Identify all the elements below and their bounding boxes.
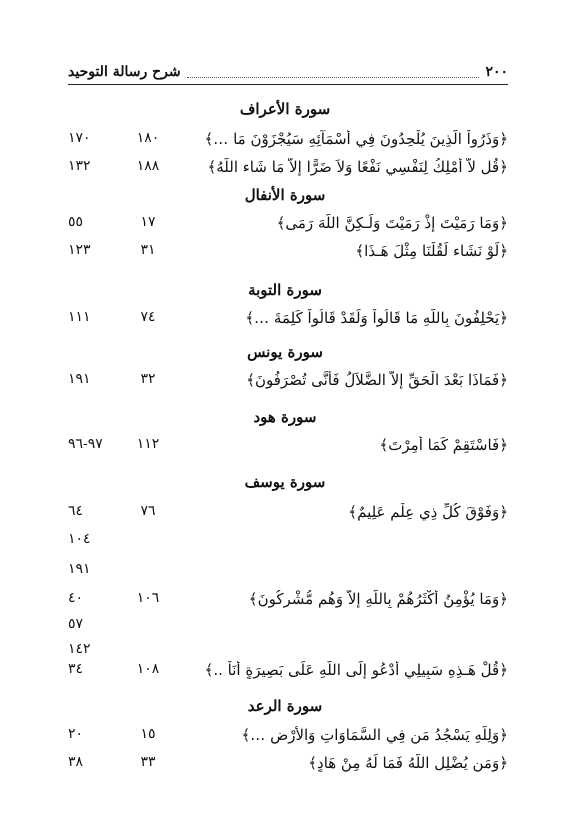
surah-heading: سورة يونس xyxy=(247,343,323,361)
surah-heading: سورة يوسف xyxy=(244,473,326,491)
header-dot-leader xyxy=(187,67,480,78)
page-reference: ١٩١ xyxy=(68,371,91,387)
surah-heading: سورة التوبة xyxy=(248,281,322,299)
surah-heading: سورة هود xyxy=(253,408,317,426)
verse-text: ﴿يَحْلِفُونَ بِاللّهِ مَا قَالُواْ وَلَقَدْ قَالُواْ كَلِمَةَ …﴾ xyxy=(245,309,508,327)
verse-text: ﴿قُلْ هَـذِهِ سَبِيلِي أَدْعُو إِلَى اللّهِ عَلَى بَصِيرَةٍ أَنَاْ ..﴾ xyxy=(204,661,508,679)
surah-heading: سورة الأعراف xyxy=(239,100,331,118)
ayah-number: ١١٢ xyxy=(136,436,160,452)
verse-index-row xyxy=(0,371,570,401)
verse-index-row xyxy=(0,436,570,466)
ayah-number: ٣١ xyxy=(140,242,156,258)
verse-text: ﴿وَلِلّهِ يَسْجُدُ مَن فِي السَّمَاوَاتِ وَالأَرْضِ …﴾ xyxy=(241,726,508,744)
ayah-number: ٣٣ xyxy=(140,754,156,770)
verse-index-row xyxy=(0,242,570,272)
verse-index-row xyxy=(0,661,570,691)
surah-heading: سورة الرعد xyxy=(247,697,323,715)
verse-index-row xyxy=(0,503,570,533)
page-reference: ٣٨ xyxy=(68,754,84,770)
ayah-number: ١٠٦ xyxy=(136,590,160,606)
page-number: ٢٠٠ xyxy=(485,64,508,80)
ayah-number: ١٨٨ xyxy=(136,158,160,174)
page-reference: ٤٠ xyxy=(68,590,84,606)
page-reference: ١٣٢ xyxy=(68,158,91,174)
surah-heading: سورة الأنفال xyxy=(244,186,326,204)
verse-text: ﴿لَوْ نَشَاء لَقُلْنَا مِثْلَ هَـذَا﴾ xyxy=(355,242,508,260)
verse-text: ﴿فَاسْتَقِمْ كَمَا أُمِرْتَ﴾ xyxy=(379,436,508,454)
page-reference: ١٤٢ xyxy=(68,641,91,657)
page-reference: ١٧٠ xyxy=(68,130,91,146)
ayah-number: ٧٤ xyxy=(140,309,156,325)
verse-text: ﴿وَمَا يُؤْمِنُ أَكْثَرُهُمْ بِاللّهِ إِلاَّ وَهُم مُّشْرِكُونَ﴾ xyxy=(248,590,508,608)
verse-text: ﴿فَمَاذَا بَعْدَ الْحَقِّ إِلاَّ الضَّلاَلُ فَأَنَّى تُصْرَفُونَ﴾ xyxy=(246,371,508,389)
verse-text: ﴿وَفَوْقَ كُلِّ ذِي عِلْمٍ عَلِيمٌ﴾ xyxy=(348,503,508,521)
verse-index-row xyxy=(0,754,570,784)
page-reference: ٥٥ xyxy=(68,214,84,230)
book-title: شرح رسالة التوحيد xyxy=(68,64,181,80)
page-reference: ٥٧ xyxy=(68,616,84,632)
page-reference: ١٠٤ xyxy=(68,531,91,547)
page-reference: ٢٠ xyxy=(68,726,84,742)
verse-text: ﴿وَمَن يُضْلِلِ اللّهُ فَمَا لَهُ مِنْ هَادٍ﴾ xyxy=(308,754,508,772)
verse-index-row xyxy=(0,309,570,339)
page-reference-row xyxy=(0,531,570,561)
ayah-number: ١٠٨ xyxy=(136,661,160,677)
verse-index-row xyxy=(0,158,570,188)
page-reference-row xyxy=(0,561,570,591)
page-reference: ٣٤ xyxy=(68,661,84,677)
running-header xyxy=(68,60,508,85)
page-reference: ١١١ xyxy=(68,309,91,325)
verse-index-row xyxy=(0,726,570,756)
verse-text: ﴿قُل لاَّ أَمْلِكُ لِنَفْسِي نَفْعًا وَلاَ ضَرًّا إِلاَّ مَا شَاء اللّهُ﴾ xyxy=(207,158,508,176)
ayah-number: ٧٦ xyxy=(140,503,156,519)
page-reference: ٦٤ xyxy=(68,503,84,519)
page-reference: ١٢٣ xyxy=(68,242,91,258)
page-reference: ٩٧-٩٦ xyxy=(68,436,103,452)
ayah-number: ٣٢ xyxy=(140,371,156,387)
verse-index-row xyxy=(0,130,570,160)
verse-text: ﴿وَذَرُواْ الَّذِينَ يُلْحِدُونَ فِي أَسْمَآئِهِ سَيُجْزَوْنَ مَا …﴾ xyxy=(204,130,508,148)
ayah-number: ١٨٠ xyxy=(136,130,160,146)
ayah-number: ١٥ xyxy=(140,726,156,742)
verse-index-row xyxy=(0,214,570,244)
verse-text: ﴿وَمَا رَمَيْتَ إِذْ رَمَيْتَ وَلَـكِنَّ اللّهَ رَمَى﴾ xyxy=(276,214,508,232)
page-reference: ١٩١ xyxy=(68,561,91,577)
ayah-number: ١٧ xyxy=(140,214,156,230)
